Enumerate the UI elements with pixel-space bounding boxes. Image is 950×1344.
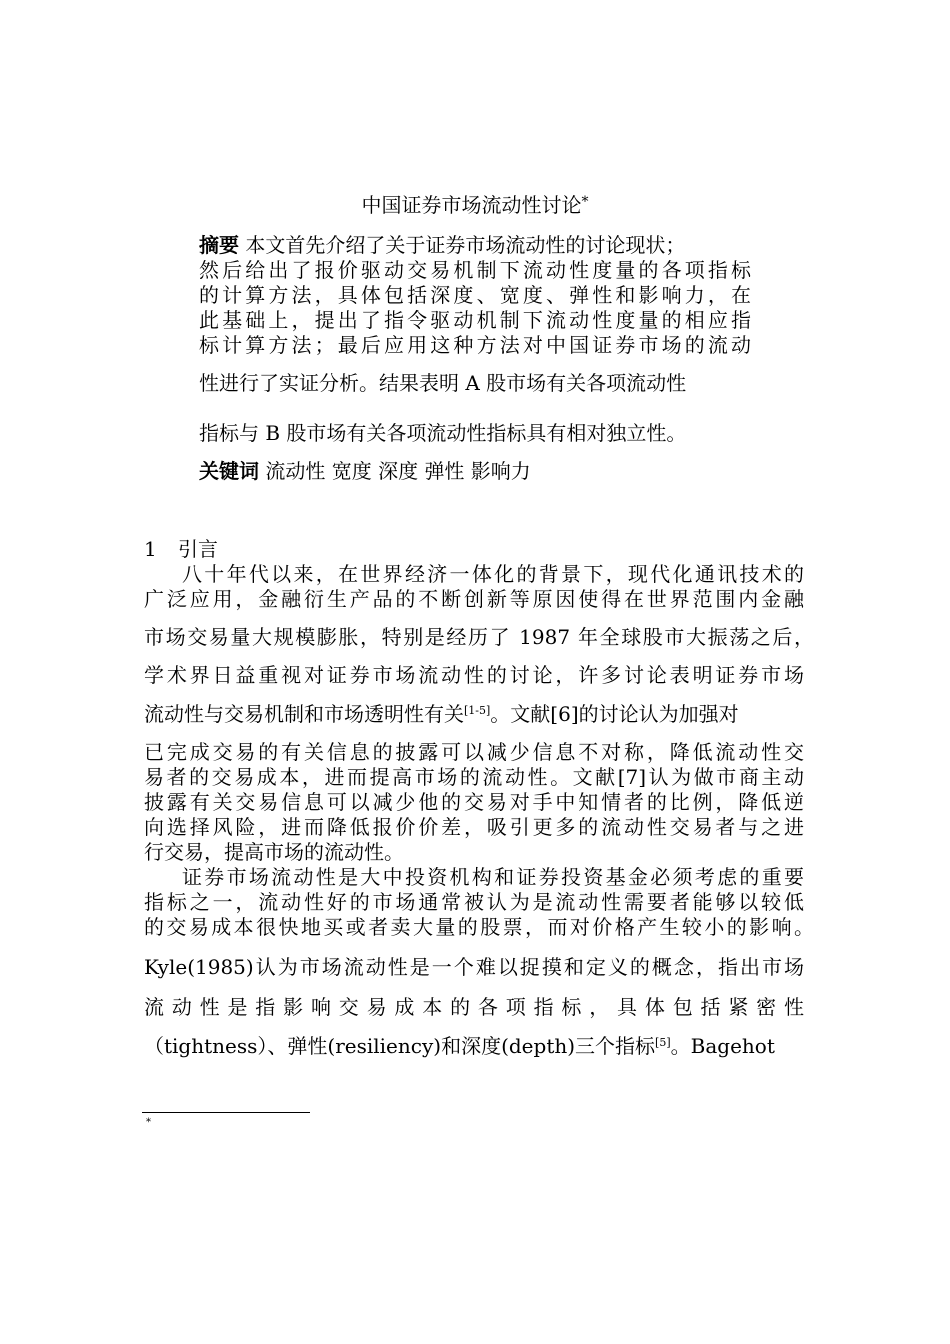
footnote-separator [142,1112,310,1113]
abstract-line-5: 标计算方法；最后应用这种方法对中国证券市场的流动 [199,333,751,357]
paragraph-line: 学术界日益重视对证券市场流动性的讨论，许多讨论表明证券市场 [144,663,804,687]
abstract-line-7: 指标与 B 股市场有关各项流动性指标具有相对独立性。 [199,421,687,445]
paragraph-line: 的交易成本很快地买或者卖大量的股票，而对价格产生较小的影响。 [144,915,814,939]
keyword: 弹性 [424,459,465,483]
abstract-line-2: 然后给出了报价驱动交易机制下流动性度量的各项指标 [199,258,751,282]
abstract-text: 本文首先介绍了关于证券市场流动性的讨论现状； [245,233,686,257]
keyword: 宽度 [331,459,372,483]
paragraph-line: 市场交易量大规模膨胀，特别是经历了 1987 年全球股市大振荡之后， [144,625,814,649]
title-text: 中国证券市场流动性讨论 [361,193,582,217]
text-run: （tightness）、弹性(resiliency)和深度(depth)三个指标 [144,1034,656,1058]
section-heading [144,536,218,562]
citation: [1-5] [464,704,491,717]
text-run: 。Bagehot [670,1034,775,1058]
abstract-line-4: 此基础上，提出了指令驱动机制下流动性度量的相应指 [199,308,751,332]
paragraph-line: 八十年代以来，在世界经济一体化的背景下，现代化通讯技术的 [182,562,804,586]
keyword: 影响力 [470,459,531,483]
keyword: 深度 [378,459,419,483]
keyword: 流动性 [265,459,326,483]
abstract-label: 摘要 [199,233,239,257]
paragraph-line: 向选择风险，进而降低报价价差，吸引更多的流动性交易者与之进 [144,815,804,839]
title-footnote-mark: * [581,194,589,210]
section-number: 1 [144,537,157,561]
citation: [5] [655,1036,671,1049]
abstract-line-6: 性进行了实证分析。结果表明 A 股市场有关各项流动性 [199,371,687,395]
section-title: 引言 [178,537,218,561]
paragraph-line: 易者的交易成本，进而提高市场的流动性。文献[7]认为做市商主动 [144,765,804,789]
text-run: 流动性与交易机制和市场透明性有关 [144,702,464,726]
paragraph-line: 证券市场流动性是大中投资机构和证券投资基金必须考虑的重要 [182,865,804,889]
paragraph-line: 指标之一，流动性好的市场通常被认为是流动性需要者能够以较低 [144,890,804,914]
footnote-mark: * [146,1117,151,1128]
keywords-label: 关键词 [199,459,259,483]
paragraph-line [144,1033,775,1059]
abstract-line-3: 的计算方法，具体包括深度、宽度、弹性和影响力，在 [199,283,751,307]
keywords [199,458,531,484]
paragraph-line: 广泛应用，金融衍生产品的不断创新等原因使得在世界范围内金融 [144,587,804,611]
paper-title [0,192,950,218]
paragraph-line: 已完成交易的有关信息的披露可以减少信息不对称，降低流动性交 [144,740,804,764]
paragraph-line [144,701,739,727]
paragraph-line: Kyle(1985)认为市场流动性是一个难以捉摸和定义的概念，指出市场 [144,955,804,979]
paragraph-line: 流动性是指影响交易成本的各项指标，具体包括紧密性 [144,995,804,1019]
paragraph-line: 行交易，提高市场的流动性。 [144,840,404,864]
text-run: 。文献[6]的讨论认为加强对 [490,702,739,726]
paragraph-line: 披露有关交易信息可以减少他的交易对手中知情者的比例，降低逆 [144,790,804,814]
abstract-line-1 [199,232,685,258]
